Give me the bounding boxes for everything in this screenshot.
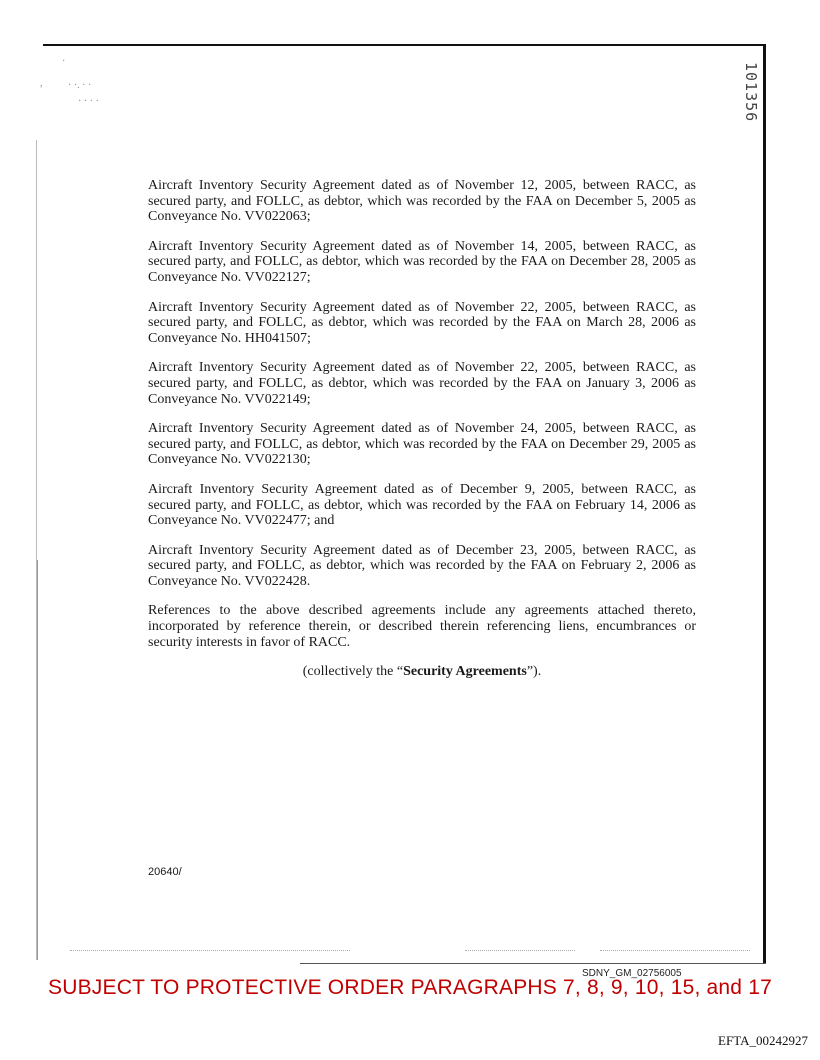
left-scan-edge-lower	[37, 560, 38, 960]
bates-number: SDNY_GM_02756005	[582, 968, 682, 979]
bottom-border	[300, 963, 766, 964]
collective-suffix: ”).	[526, 664, 542, 680]
efta-number: EFTA_00242927	[718, 1033, 808, 1048]
agreement-paragraph: Aircraft Inventory Security Agreement dated as of November 24, 2005, between RACC, as secured party, and FOLLC, as debtor, which was recorded by the FAA on December 29, 2005 as Conveyance No. VV022130;	[148, 421, 696, 468]
document-body	[148, 178, 696, 694]
page-stamp-number: 101356	[742, 62, 760, 123]
agreement-paragraph: Aircraft Inventory Security Agreement dated as of December 9, 2005, between RACC, as secured party, and FOLLC, as debtor, which was recorded by the FAA on February 14, 2006 as Conveyance No. VV022477; and	[148, 481, 696, 529]
agreement-paragraph: Aircraft Inventory Security Agreement dated as of November 22, 2005, between RACC, as secured party, and FOLLC, as debtor, which was recorded by the FAA on January 3, 2006 as Conveyance No. VV022149;	[148, 360, 696, 407]
scan-noise-line	[600, 950, 750, 952]
defined-term: Security Agreements	[403, 664, 527, 680]
agreement-paragraph: Aircraft Inventory Security Agreement dated as of December 23, 2005, between RACC, as secured party, and FOLLC, as debtor, which was recorded by the FAA on February 2, 2006 as Conveyance No. VV022428.	[148, 542, 696, 589]
document-reference: 20640/	[148, 866, 182, 878]
references-paragraph: References to the above described agreements include any agreements attached thereto, incorporated by reference therein, or described therein referencing liens, encumbrances or security interests in favor of RACC.	[148, 603, 696, 650]
scan-noise-line	[465, 950, 575, 952]
agreement-paragraph: Aircraft Inventory Security Agreement dated as of November 12, 2005, between RACC, as secured party, and FOLLC, as debtor, which was recorded by the FAA on December 5, 2005 as Conveyance No. VV022063;	[148, 178, 696, 225]
agreement-paragraph: Aircraft Inventory Security Agreement dated as of November 14, 2005, between RACC, as secured party, and FOLLC, as debtor, which was recorded by the FAA on December 28, 2005 as Conveyance No. VV022127;	[148, 238, 696, 285]
top-border	[43, 44, 765, 46]
collective-definition	[148, 664, 696, 680]
right-border	[763, 44, 766, 964]
scan-noise-line	[70, 950, 350, 952]
collective-prefix: (collectively the “	[302, 664, 404, 680]
agreement-paragraph: Aircraft Inventory Security Agreement dated as of November 22, 2005, between RACC, as secured party, and FOLLC, as debtor, which was recorded by the FAA on March 28, 2006 as Conveyance No. HH041507;	[148, 299, 696, 346]
protective-order-banner: SUBJECT TO PROTECTIVE ORDER PARAGRAPHS 7, 8, 9, 10, 15, and 17	[48, 976, 772, 999]
document-page: · , · ·. · · · · · · 101356 Aircraft Inventory Security Agreement dated as of November 12, 2005, between RACC, as secured party, and FOLLC, as debtor, which was recorded by the FAA on December 5, 2005 as Conveyance No. VV022063; Aircraft Inventory Security Agreement dated as of November 14, 2005, between RACC, as secured party, and FOLLC, as debtor, which was recorded by the FAA on December 28, 2005 as Conveyance No. VV022127; Aircraft Inventory Security Agreement dated as of November 22, 2005, between RACC, as secured party, and FOLLC, as debtor, which was recorded by the FAA on March 28, 2006 as Conveyance No. HH041507; Aircraft Inventory Security Agreement dated as of November 22, 2005, between RACC, as secured party, and FOLLC, as debtor, which was recorded by the FAA on January 3, 2006 as Conveyance No. VV022149; Aircraft Inventory Security Agreement dated as of November 24, 2005, between RACC, as secured party, and FOLLC, as debtor, which was recorded by the FAA on December 29, 2005 as Conveyance No. VV022130; Aircraft Inventory Security Agreement dated as of December 9, 2005, between RACC, as secured party, and FOLLC, as debtor, which was recorded by the FAA on February 14, 2006 as Conveyance No. VV022477; and Aircraft Inventory Security Agreement dated as of December 23, 2005, between RACC, as secured party, and FOLLC, as debtor, which was recorded by the FAA on February 2, 2006 as Conveyance No. VV022428. References to the above described agreements include any agreements attached thereto, incorporated by reference therein, or described therein referencing liens, encumbrances or security interests in favor of RACC. (collectively the “Security Agreements”). 20640/ SDNY_GM_02756005 SUBJECT TO PROTECTIVE ORDER PARAGRAPHS 7, 8, 9, 10, 15, and 17 EFTA_00242927	[0, 0, 820, 1060]
